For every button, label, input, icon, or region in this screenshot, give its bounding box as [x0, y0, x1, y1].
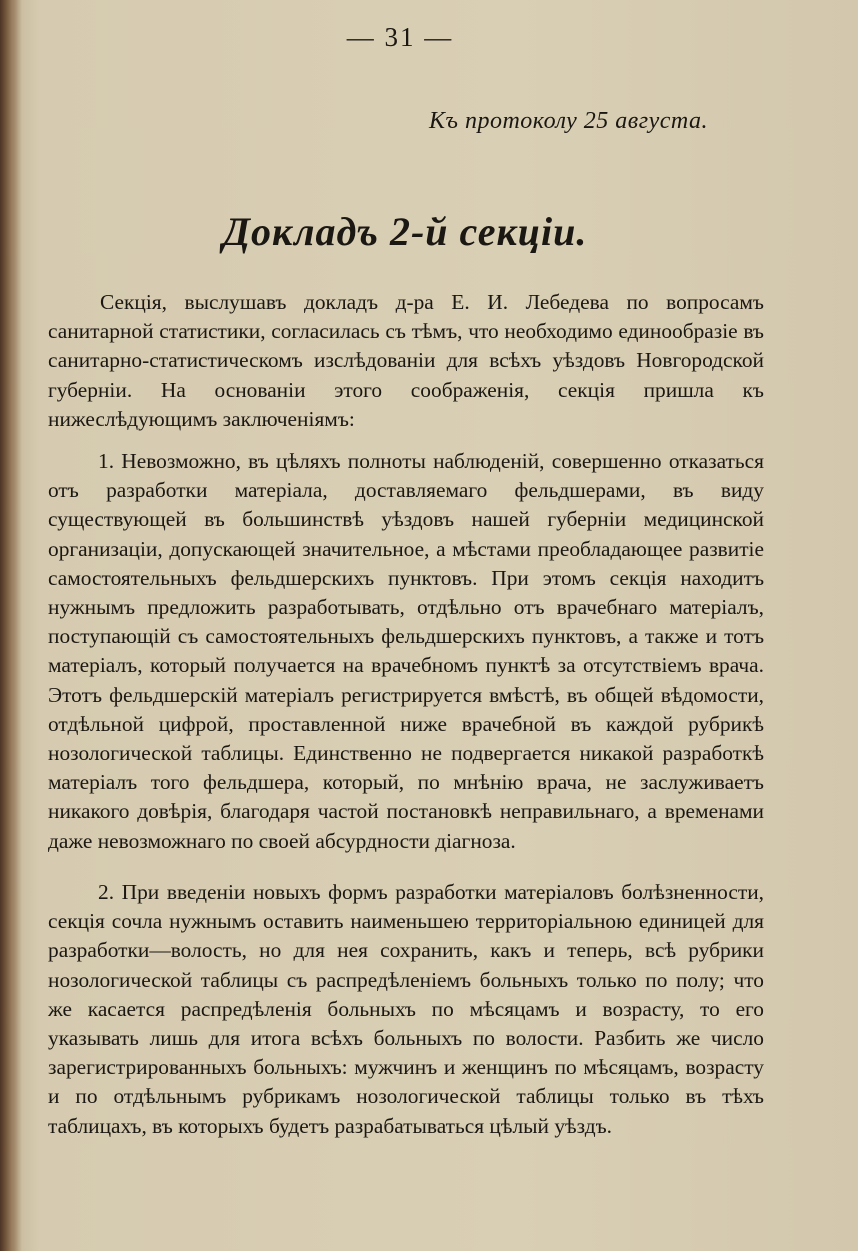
paragraph-item-2-text: 2. При введеніи новыхъ формъ разработки матеріаловъ болѣзненности, секція сочла нужнымъ оставить наименьшею территоріальною единицей для разработки—волость, но для нея сохранить, какъ и теперь, всѣ рубрики нозологической таблицы съ распредѣленіемъ больныхъ только по полу; что же касается распредѣленія больныхъ по мѣсяцамъ и возрасту, то его указывать лишь для итога всѣхъ больныхъ по волости. Разбить же число зарегистрированныхъ больныхъ: мужчинъ и женщинъ по мѣсяцамъ, возрасту и по отдѣльнымъ рубрикамъ нозологической таблицы только въ тѣхъ таблицахъ, въ которыхъ будетъ разрабатываться цѣлый уѣздъ. — [48, 880, 764, 1138]
intro-paragraph — [48, 288, 764, 434]
paragraph-item-1 — [48, 447, 764, 856]
paragraph-item-1-text: 1. Невозможно, въ цѣляхъ полноты наблюденій, совершенно отказаться отъ разработки матеріала, доставляемаго фельдшерами, въ виду существующей въ большинствѣ уѣздовъ нашей губерніи медицинской организаціи, допускающей значительное, а мѣстами преобладающее развитіе самостоятельныхъ фельдшерскихъ пунктовъ. При этомъ секція находитъ нужнымъ предложить разработывать, отдѣльно отъ врачебнаго матеріалъ, поступающій съ самостоятельныхъ фельдшерскихъ пунктовъ, а также и тотъ матеріалъ, который получается на врачебномъ пунктѣ за отсутствіемъ врача. Этотъ фельдшерскій матеріалъ регистрируется вмѣстѣ, въ общей вѣдомости, отдѣльной цифрой, проставленной ниже врачебной въ каждой рубрикѣ нозологической таблицы. Единственно не подвергается никакой разработкѣ матеріалъ того фельдшера, который, по мнѣнію врача, не заслуживаетъ никакого довѣрія, благодаря частой постановкѣ неправильнаго, а временами даже невозможнаго по своей абсурдности діагноза. — [48, 449, 764, 853]
book-spine-shadow — [0, 0, 22, 1251]
intro-paragraph-text: Секція, выслушавъ докладъ д-ра Е. И. Лебедева по вопросамъ санитарной статистики, согласилась съ тѣмъ, что необходимо единообразіе въ санитарно-статистическомъ изслѣдованіи для всѣхъ уѣздовъ Новгородской губерніи. На основаніи этого соображенія, секція пришла къ нижеслѣдующимъ заключеніямъ: — [48, 290, 764, 431]
protocol-note: Къ протоколу 25 августа. — [429, 108, 708, 134]
report-title: Докладъ 2-й секціи. — [222, 209, 588, 254]
paragraph-item-2 — [48, 878, 764, 1141]
page-number: — 31 — — [346, 22, 454, 52]
